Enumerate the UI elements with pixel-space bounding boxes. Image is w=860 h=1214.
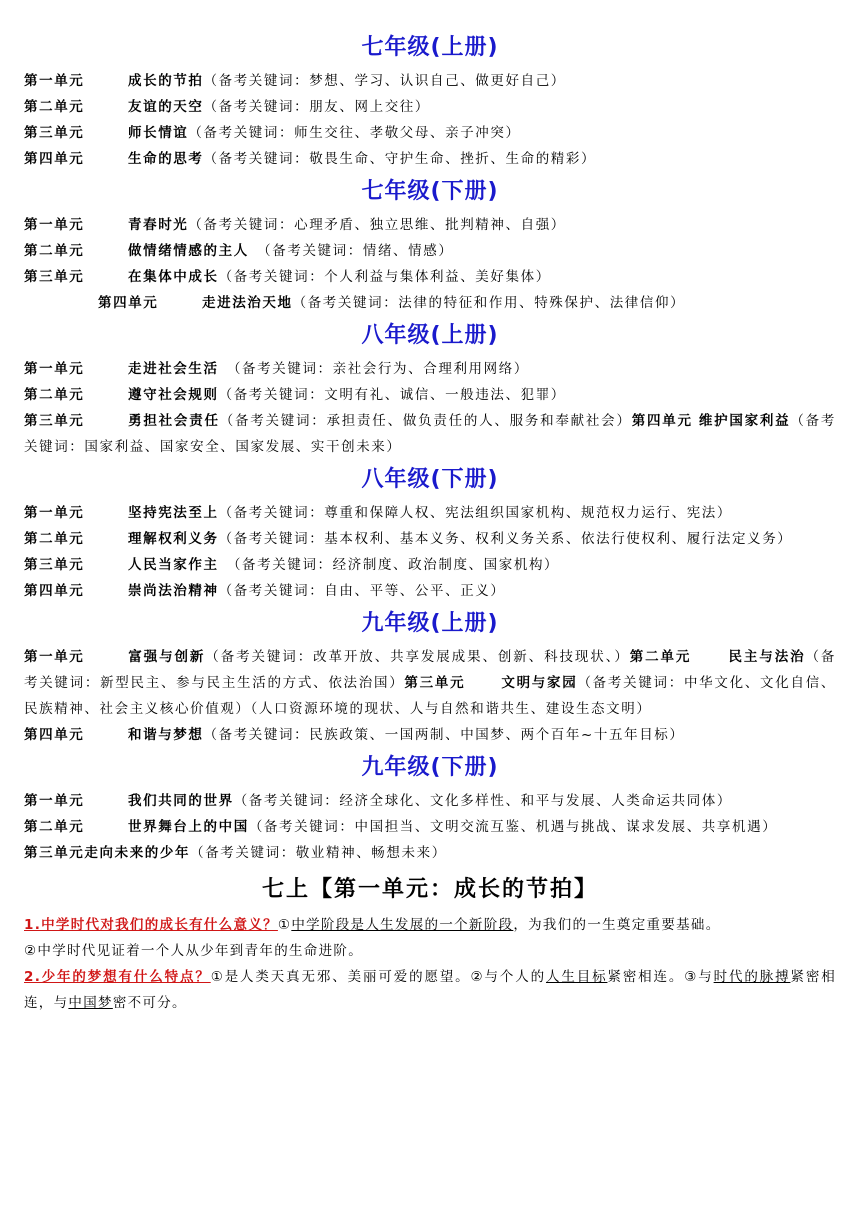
unit-title: 在集体中成长 — [128, 269, 219, 285]
unit-line — [24, 788, 836, 814]
answer-underlined: 时代的脉搏 — [713, 969, 791, 985]
unit-keywords: （备考关键词：经济全球化、文化多样性、和平与发展、人类命运共同体） — [233, 793, 733, 809]
unit-paragraph — [24, 814, 836, 840]
unit-number: 第三单元 — [24, 269, 85, 285]
unit-line — [24, 500, 836, 526]
unit-number: 第二单元 — [24, 99, 85, 115]
unit-title: 我们共同的世界 — [128, 793, 234, 809]
unit-title: 和谐与梦想 — [128, 727, 204, 743]
question-text: 2.少年的梦想有什么特点？ — [24, 969, 211, 985]
unit-title: 成长的节拍 — [128, 73, 204, 89]
unit-number: 第四单元 — [24, 151, 85, 167]
unit-number: 第一单元 — [24, 649, 85, 665]
unit-keywords: （备考关键词：师生交往、孝敬父母、亲子冲突） — [188, 125, 521, 141]
unit-number: 第三单元 — [24, 413, 85, 429]
unit-number: 第二单元 — [24, 819, 85, 835]
grade-heading: 八年级(上册) — [361, 323, 499, 348]
question-text: 1.中学时代对我们的成长有什么意义？ — [24, 917, 278, 933]
unit-title: 理解权利义务 — [128, 531, 219, 547]
unit-keywords: （备考关键词：敬业精神、畅想未来） — [190, 845, 447, 861]
unit-line — [24, 290, 836, 316]
unit-keywords: （备考关键词：心理矛盾、独立思维、批判精神、自强） — [188, 217, 566, 233]
unit-title: 师长情谊 — [128, 125, 189, 141]
unit-keywords: （备考关键词：文明有礼、诚信、一般违法、犯罪） — [218, 387, 566, 403]
unit-keywords: （备考关键词：梦想、学习、认识自己、做更好自己） — [203, 73, 566, 89]
unit-title: 世界舞台上的中国 — [128, 819, 249, 835]
unit-line — [24, 382, 836, 408]
unit-title: 坚持宪法至上 — [128, 505, 219, 521]
unit-line — [24, 840, 836, 866]
unit-number: 第二单元 — [24, 387, 85, 403]
answer-mark: ① — [277, 917, 292, 933]
grade-heading: 九年级(下册) — [361, 755, 499, 780]
question-block — [24, 964, 836, 1016]
unit-number: 第四单元 — [631, 413, 693, 429]
unit-keywords: （备考关键词：民族政策、一国两制、中国梦、两个百年~十五年目标） — [203, 727, 685, 743]
unit-title: 文明与家园 — [501, 675, 578, 691]
unit-title: 人民当家作主 — [128, 557, 219, 573]
unit-number: 第一单元 — [24, 217, 85, 233]
unit-paragraph — [24, 644, 836, 722]
unit-number: 第二单元 — [629, 649, 692, 665]
unit-line — [24, 238, 836, 264]
unit-title: 勇担社会责任 — [128, 413, 220, 429]
unit-number: 第一单元 — [24, 361, 85, 377]
unit-keywords: （备考关键词：中国担当、文明交流互鉴、机遇与挑战、谋求发展、共享机遇） — [248, 819, 778, 835]
answer-underlined: 中学阶段是人生发展的一个新阶段 — [291, 917, 514, 933]
unit-line — [24, 356, 836, 382]
grade-heading: 八年级(下册) — [361, 467, 499, 492]
answer-text: ②中学时代见证着一个人从少年到青年的生命进阶。 — [24, 943, 364, 959]
unit-keywords: （备考关键词：中华文化、文化自信、民族精神、社会主义核心价值观）（人口资源环境的现状、人与自然和谐共生、建设生态文明） — [24, 675, 837, 717]
grade-heading: 七年级(上册) — [361, 35, 499, 60]
unit-number: 第三单元 — [24, 125, 85, 141]
unit-title: 青春时光 — [128, 217, 189, 233]
unit-keywords: （备考关键词：尊重和保障人权、宪法组织国家机构、规范权力运行、宪法） — [218, 505, 733, 521]
unit-paragraph — [24, 526, 836, 552]
unit-line — [24, 578, 836, 604]
unit-title: 民主与法治 — [728, 649, 806, 665]
unit-keywords: （备考关键词：新型民主、参与民主生活的方式、依法治国） — [24, 649, 836, 691]
unit-number: 第一单元 — [24, 73, 85, 89]
unit-number: 第三单元 — [404, 675, 466, 691]
unit-line — [24, 722, 836, 748]
unit-number: 第三单元 — [24, 557, 85, 573]
grade-heading: 七年级(下册) — [361, 179, 499, 204]
answer-underlined: 人生目标 — [545, 969, 608, 985]
unit-keywords: （备考关键词：自由、平等、公平、正义） — [218, 583, 506, 599]
unit-title: 走进社会生活 — [128, 361, 219, 377]
unit-line — [24, 146, 836, 172]
unit-keywords: （备考关键词：经济制度、政治制度、国家机构） — [218, 557, 560, 573]
grade-heading: 九年级(上册) — [361, 611, 499, 636]
unit-number: 第二单元 — [24, 243, 85, 259]
unit-number: 第二单元 — [24, 531, 85, 547]
unit-keywords: （备考关键词：承担责任、做负责任的人、服务和奉献社会） — [219, 413, 632, 429]
unit-line — [24, 552, 836, 578]
document-page — [24, 28, 836, 1016]
unit-line — [24, 264, 836, 290]
unit-number: 第四单元 — [24, 583, 85, 599]
unit-keywords: （备考关键词：朋友、网上交往） — [203, 99, 430, 115]
unit-title: 友谊的天空 — [128, 99, 204, 115]
answer-text: 密不可分。 — [112, 995, 187, 1011]
unit-keywords: （备考关键词：基本权利、基本义务、权利义务关系、依法行使权利、履行法定义务） — [218, 531, 793, 547]
unit-line — [24, 212, 836, 238]
unit-keywords: （备考关键词：国家利益、国家安全、国家发展、实干创未来） — [24, 413, 836, 455]
unit-title: 生命的思考 — [128, 151, 204, 167]
unit-title: 维护国家利益 — [698, 413, 791, 429]
unit-line — [24, 94, 836, 120]
unit-keywords: （备考关键词：法律的特征和作用、特殊保护、法律信仰） — [292, 295, 686, 311]
unit-title: 遵守社会规则 — [128, 387, 219, 403]
unit-number: 第四单元 — [24, 727, 85, 743]
section-title: 七上【第一单元：成长的节拍】 — [261, 877, 598, 902]
unit-paragraph — [24, 408, 836, 460]
unit-title: 富强与创新 — [128, 649, 206, 665]
unit-keywords: （备考关键词：情绪、情感） — [248, 243, 454, 259]
answer-text: ，为我们的一生奠定重要基础。 — [513, 917, 721, 933]
unit-title: 走进法治天地 — [202, 295, 293, 311]
answer-text: 紧密相连，与 — [24, 969, 837, 1011]
unit-line — [24, 120, 836, 146]
unit-title: 做情绪情感的主人 — [128, 243, 249, 259]
unit-number: 第四单元 — [98, 295, 159, 311]
unit-title: 走向未来的少年 — [84, 845, 191, 861]
unit-number: 第三单元 — [24, 845, 85, 861]
unit-number: 第一单元 — [24, 505, 85, 521]
answer-underlined: 中国梦 — [68, 995, 113, 1011]
unit-keywords: （备考关键词：亲社会行为、合理利用网络） — [218, 361, 529, 377]
unit-keywords: （备考关键词：敬畏生命、守护生命、挫折、生命的精彩） — [203, 151, 597, 167]
answer-text: ①是人类天真无邪、美丽可爱的愿望。②与个人的 — [210, 969, 546, 985]
unit-number: 第一单元 — [24, 793, 85, 809]
unit-title: 崇尚法治精神 — [128, 583, 219, 599]
unit-line — [24, 68, 836, 94]
answer-text: 紧密相连。③与 — [607, 969, 714, 985]
question-block — [24, 912, 836, 964]
unit-keywords: （备考关键词：个人利益与集体利益、美好集体） — [218, 269, 551, 285]
unit-keywords: （备考关键词：改革开放、共享发展成果、创新、科技现状、） — [205, 649, 630, 665]
